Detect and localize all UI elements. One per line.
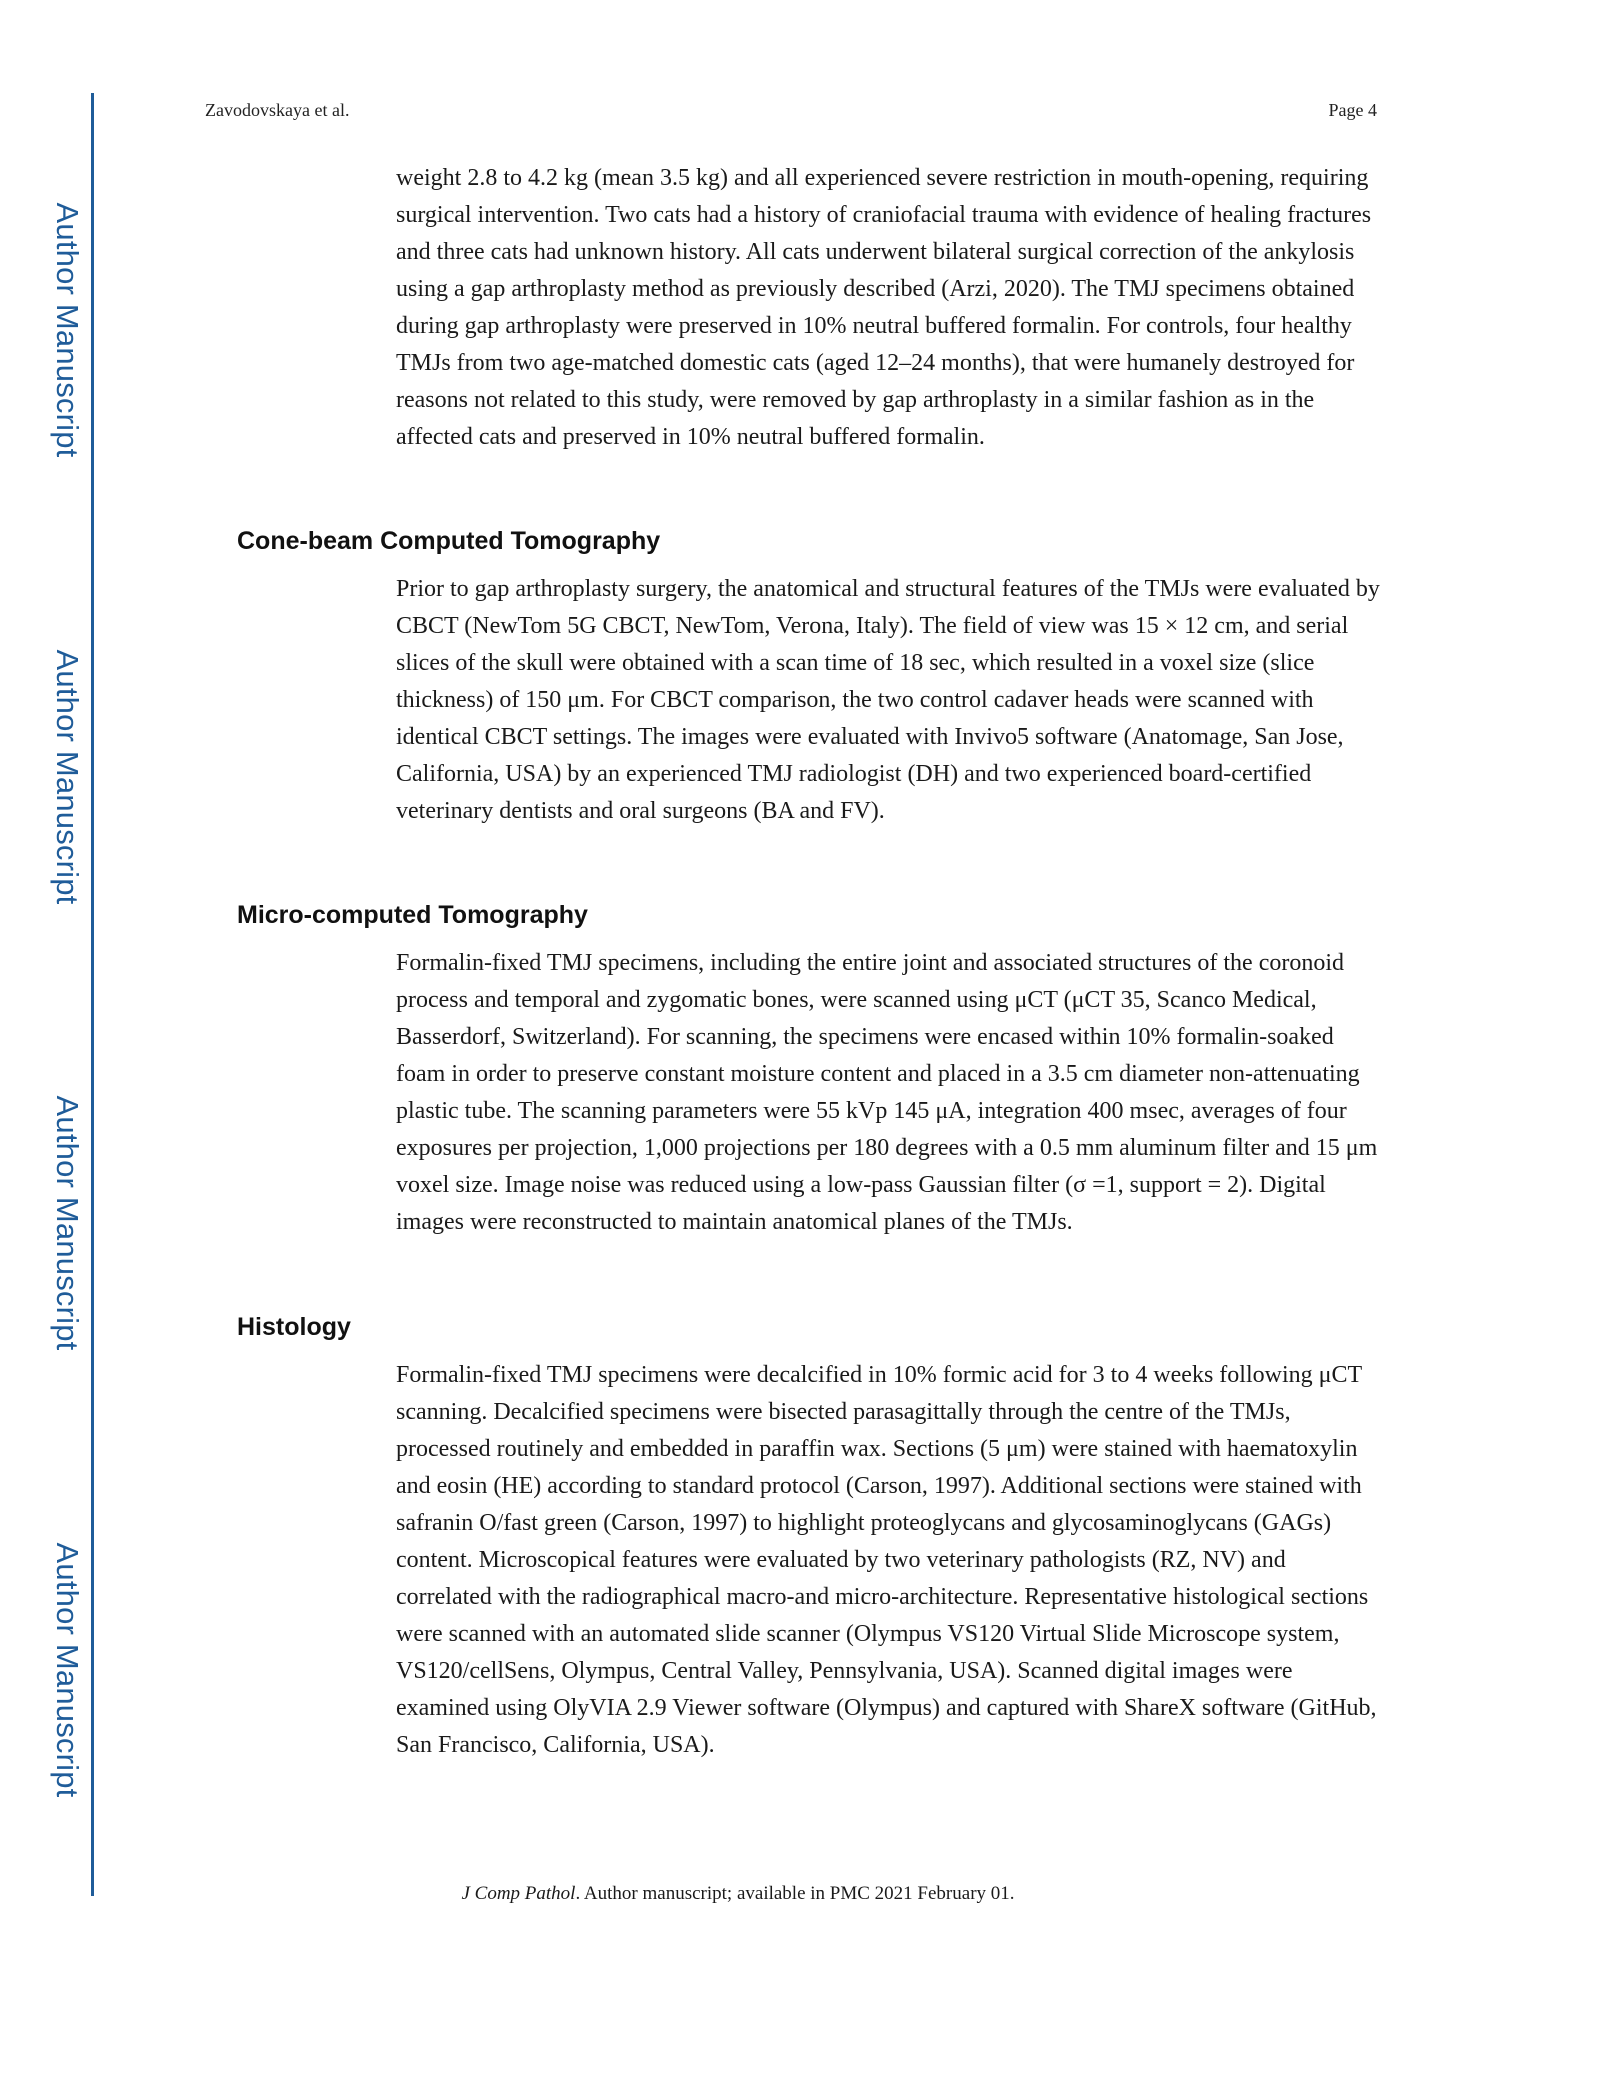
sidebar-label-text: Author Manuscript: [50, 202, 85, 458]
paragraph-intro: weight 2.8 to 4.2 kg (mean 3.5 kg) and all experienced severe restriction in mouth-opening, requiring surgical intervention. Two cats had a history of craniofacial trauma with evidence of healing fractures and three cats had unknown history. All cats underwent bilateral surgical correction of the ankylosis using a gap arthroplasty method as previously described (Arzi, 2020). The TMJ specimens obtained during gap arthroplasty were preserved in 10% neutral buffered formalin. For controls, four healthy TMJs from two age-matched domestic cats (aged 12–24 months), that were humanely destroyed for reasons not related to this study, were removed by gap arthroplasty in a similar fashion as in the affected cats and preserved in 10% neutral buffered formalin.: [396, 165, 1372, 450]
sidebar-label-text: Author Manuscript: [50, 1542, 85, 1798]
section-heading-histology: Histology: [237, 1313, 351, 1341]
sidebar-label-text: Author Manuscript: [50, 649, 85, 905]
paragraph-cbct: Prior to gap arthroplasty surgery, the anatomical and structural features of the TMJs were evaluated by CBCT (NewTom 5G CBCT, NewTom, Verona, Italy). The field of view was 15 × 12 cm, and serial slices of the skull were obtained with a scan time of 18 sec, which resulted in a voxel size (slice thickness) of 150 μm. For CBCT comparison, the two control cadaver heads were scanned with identical CBCT settings. The images were evaluated with Invivo5 software (Anatomage, San Jose, California, USA) by an experienced TMJ radiologist (DH) and two experienced board-certified veterinary dentists and oral surgeons (BA and FV).: [396, 576, 1380, 824]
sidebar-label-text: Author Manuscript: [50, 1095, 85, 1351]
paragraph-histology: Formalin-fixed TMJ specimens were decalcified in 10% formic acid for 3 to 4 weeks following μCT scanning. Decalcified specimens were bisected parasagittally through the centre of the TMJs, processed routinely and embedded in paraffin wax. Sections (5 μm) were stained with haematoxylin and eosin (HE) according to standard protocol (Carson, 1997). Additional sections were stained with safranin O/fast green (Carson, 1997) to highlight proteoglycans and glycosaminoglycans (GAGs) content. Microscopical features were evaluated by two veterinary pathologists (RZ, NV) and correlated with the radiographical macro-and micro-architecture. Representative histological sections were scanned with an automated slide scanner (Olympus VS120 Virtual Slide Microscope system, VS120/cellSens, Olympus, Central Valley, Pennsylvania, USA). Scanned digital images were examined using OlyVIA 2.9 Viewer software (Olympus) and captured with ShareX software (GitHub, San Francisco, California, USA).: [396, 1362, 1377, 1758]
running-head-authors: Zavodovskaya et al.: [205, 100, 350, 120]
paragraph-microct: Formalin-fixed TMJ specimens, including the entire joint and associated structures of the coronoid process and temporal and zygomatic bones, were scanned using μCT (μCT 35, Scanco Medical, Basserdorf, Switzerland). For scanning, the specimens were encased within 10% formalin-soaked foam in order to preserve constant moisture content and placed in a 3.5 cm diameter non-attenuating plastic tube. The scanning parameters were 55 kVp 145 μA, integration 400 msec, averages of four exposures per projection, 1,000 projections per 180 degrees with a 0.5 mm aluminum filter and 15 μm voxel size. Image noise was reduced using a low-pass Gaussian filter (σ =1, support = 2). Digital images were reconstructed to maintain anatomical planes of the TMJs.: [396, 950, 1378, 1235]
section-heading-microct: Micro-computed Tomography: [237, 901, 588, 929]
running-head-page-number: Page 4: [1328, 100, 1377, 120]
page-footer: [0, 1883, 1476, 1905]
footer-note: . Author manuscript; available in PMC 2021 February 01.: [575, 1883, 1015, 1904]
section-heading-cbct: Cone-beam Computed Tomography: [237, 527, 661, 555]
footer-journal: J Comp Pathol: [461, 1883, 576, 1904]
sidebar-rule: [91, 93, 94, 1896]
